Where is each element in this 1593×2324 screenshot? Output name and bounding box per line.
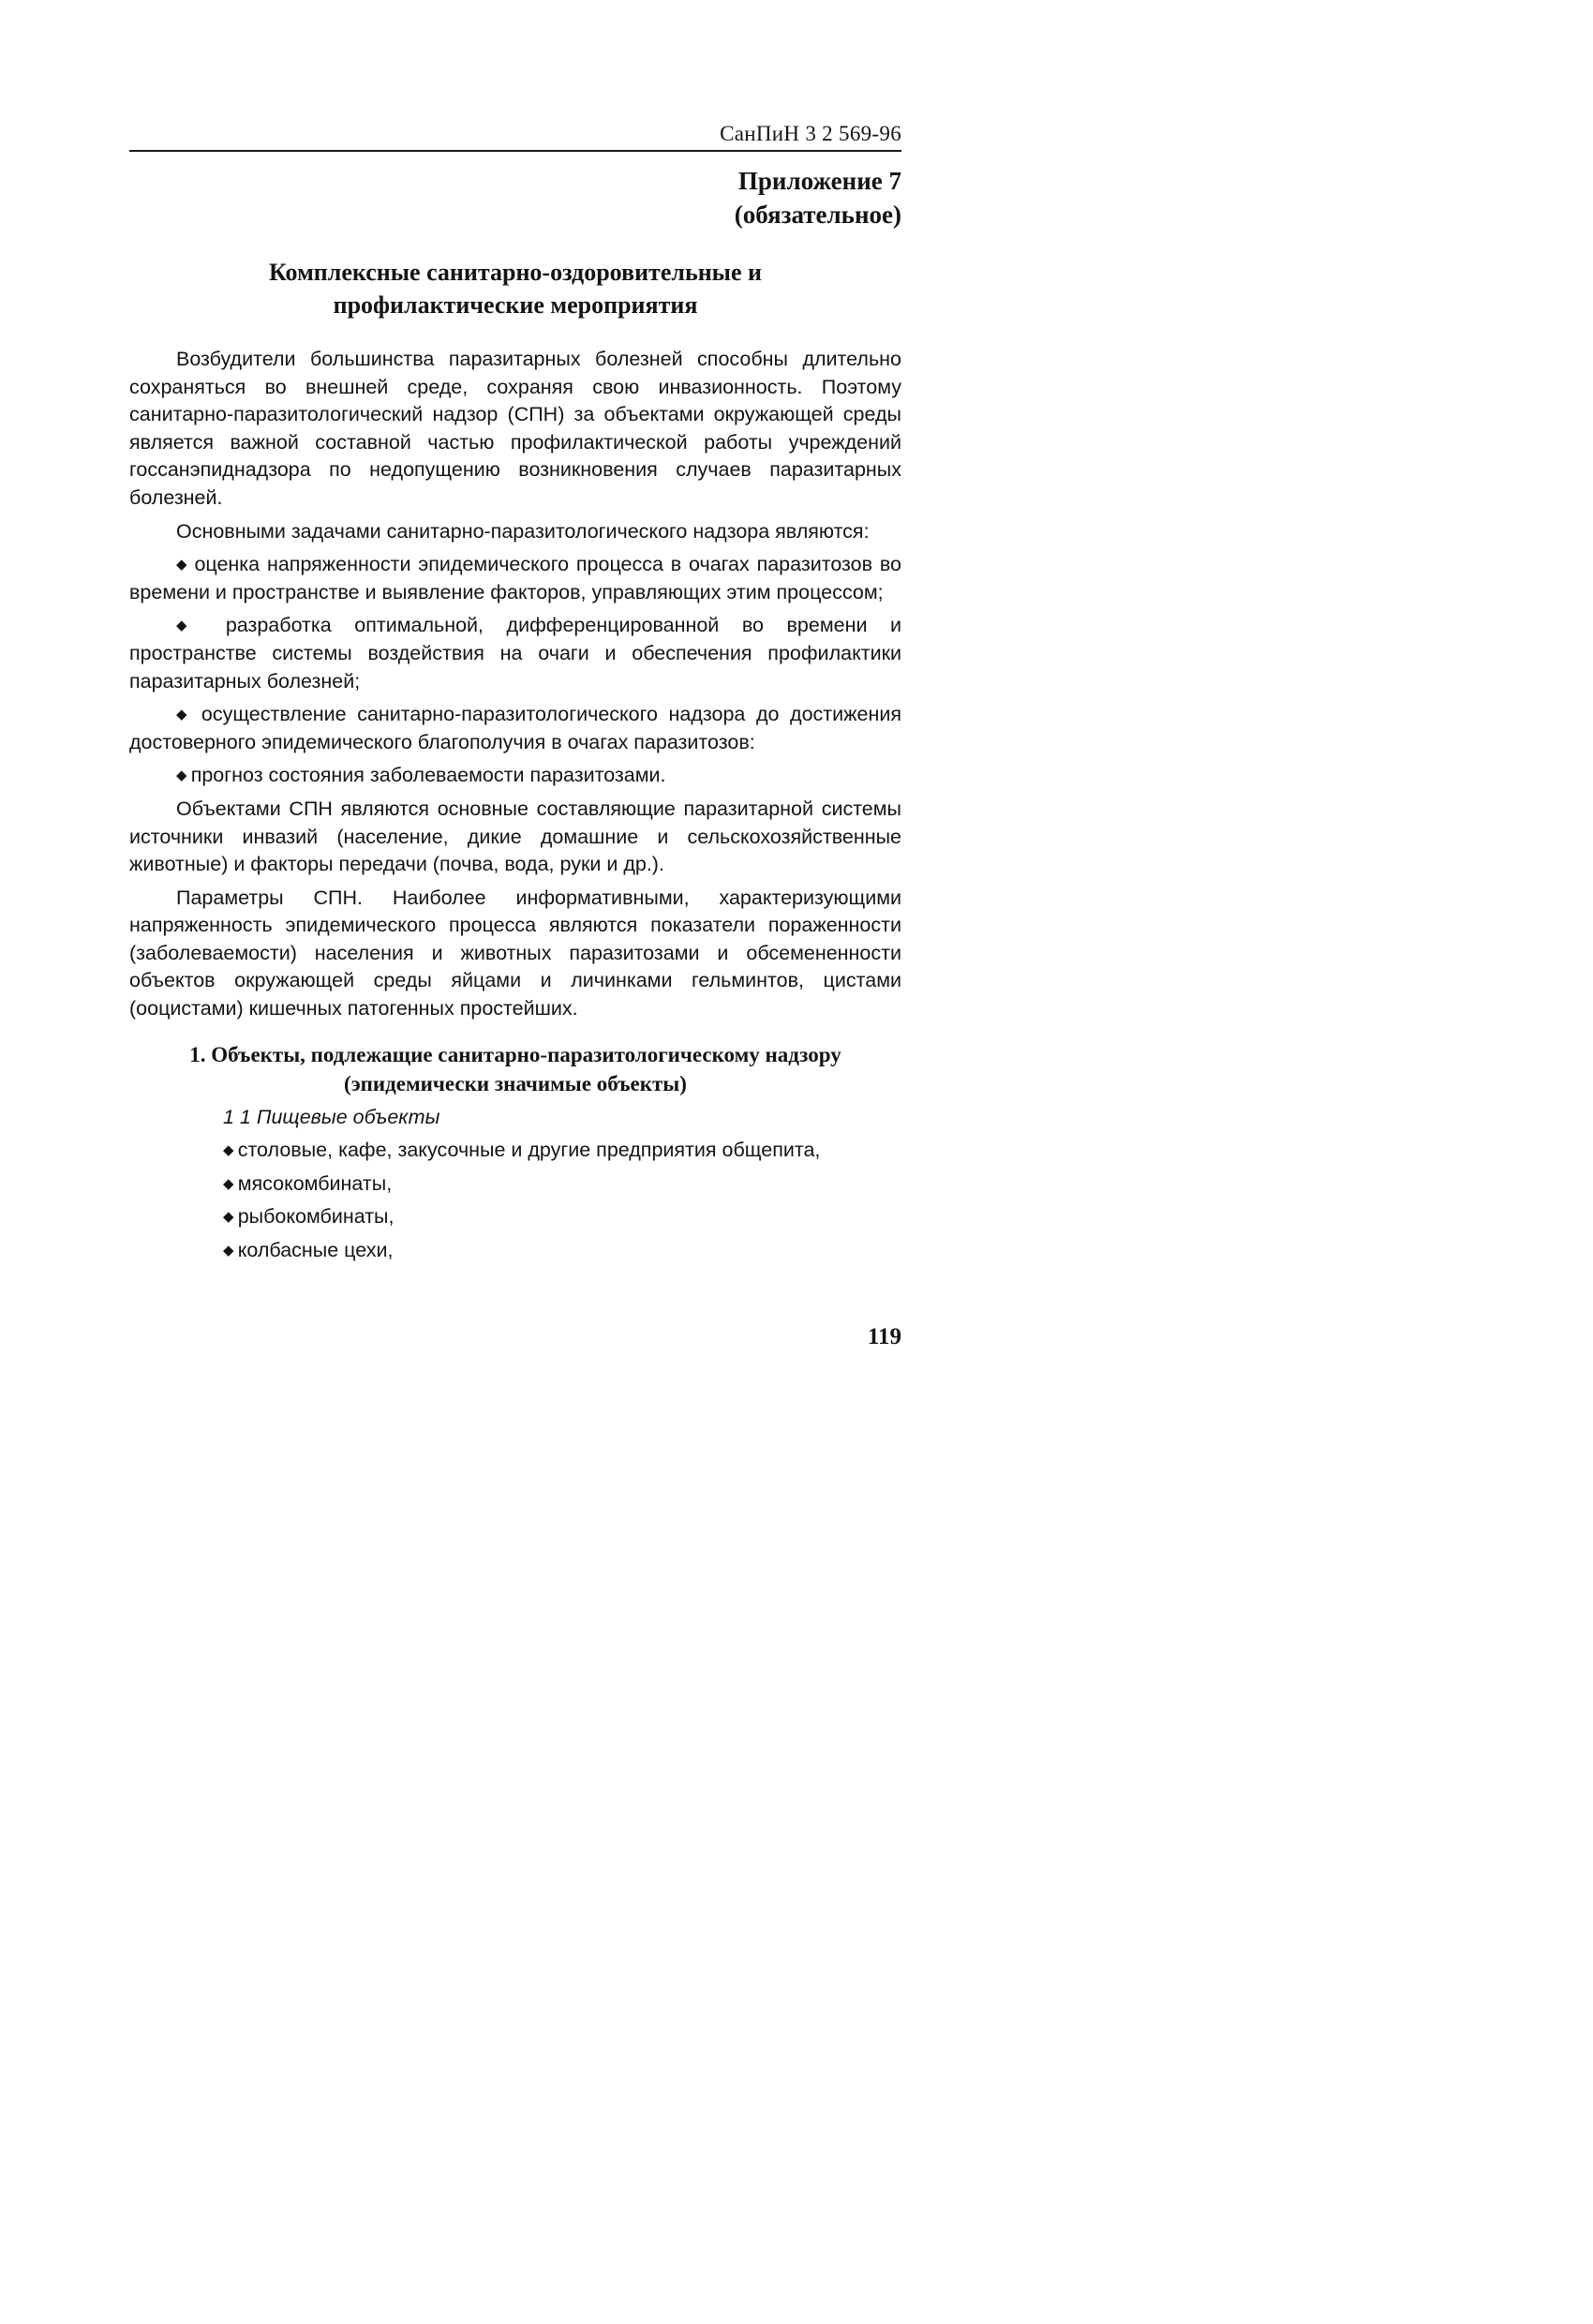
page-number: 119 — [867, 1324, 901, 1349]
task-bullet: ◆ осуществление санитарно-паразитологического надзора до достижения достоверного эпидемического благополучия в очагах паразитозов: — [129, 701, 901, 756]
header-rule — [129, 150, 901, 152]
document-code: СанПиН 3 2 569-96 — [720, 122, 901, 145]
list-item: ◆ мясокомбинаты, — [129, 1170, 901, 1199]
paragraph-parameters: Параметры СПН. Наиболее информативными, характеризующими напряженность эпидемического процесса являются показатели пораженности (заболеваемости) населения и животных паразитозами и обсемененности объектов окружающей среды яйцами и личинками гельминтов, цистами (ооцистами) кишечных патогенных простейших. — [129, 886, 901, 1020]
title-line-2: профилактические мероприятия — [333, 291, 698, 319]
task-bullet: ◆ оценка напряженности эпидемического процесса в очагах паразитозов во времени и пространстве и выявление факторов, управляющих этим процессом; — [129, 551, 901, 606]
appendix-number: Приложение 7 — [737, 167, 901, 195]
section-heading-line-1: 1. Объекты, подлежащие санитарно-паразитологическому надзору — [189, 1042, 841, 1066]
task-bullet: ◆ прогноз состояния заболеваемости паразитозами. — [129, 762, 901, 790]
title-line-1: Комплексные санитарно-оздоровительные и — [269, 259, 762, 286]
document-title — [131, 256, 900, 321]
paragraph-objects: Объектами СПН являются основные составляющие паразитарной системы источники инвазий (население, дикие домашние и сельскохозяйственные животные) и факторы передачи (почва, вода, руки и др.). — [129, 797, 901, 876]
section-heading — [129, 1040, 901, 1098]
list-item: ◆ рыбокомбинаты, — [129, 1203, 901, 1231]
appendix-label — [735, 164, 901, 231]
body-text — [129, 346, 901, 1271]
paragraph-tasks-lead: Основными задачами санитарно-паразитологического надзора являются: — [176, 519, 870, 543]
paragraph-intro: Возбудители большинства паразитарных болезней способны длительно сохраняться во внешней среде, сохраняя свою инвазионность. Поэтому санитарно-паразитологический надзор (СПН) за объектами окружающей среды является важной составной частью профилактической работы учреждений госсанэпиднадзора по недопущению возникновения случаев паразитарных болезней. — [129, 348, 901, 509]
list-item: ◆ колбасные цехи, — [129, 1237, 901, 1265]
task-bullet: ◆ разработка оптимальной, дифференцированной во времени и пространстве системы воздействия на очаги и обеспечения профилактики паразитарных болезней; — [129, 612, 901, 695]
section-heading-line-2: (эпидемически значимые объекты) — [344, 1071, 687, 1095]
subsection-title: 1 1 Пищевые объекты — [223, 1105, 440, 1128]
appendix-status: (обязательное) — [734, 201, 901, 229]
list-item: ◆ столовые, кафе, закусочные и другие предприятия общепита, — [129, 1137, 901, 1165]
